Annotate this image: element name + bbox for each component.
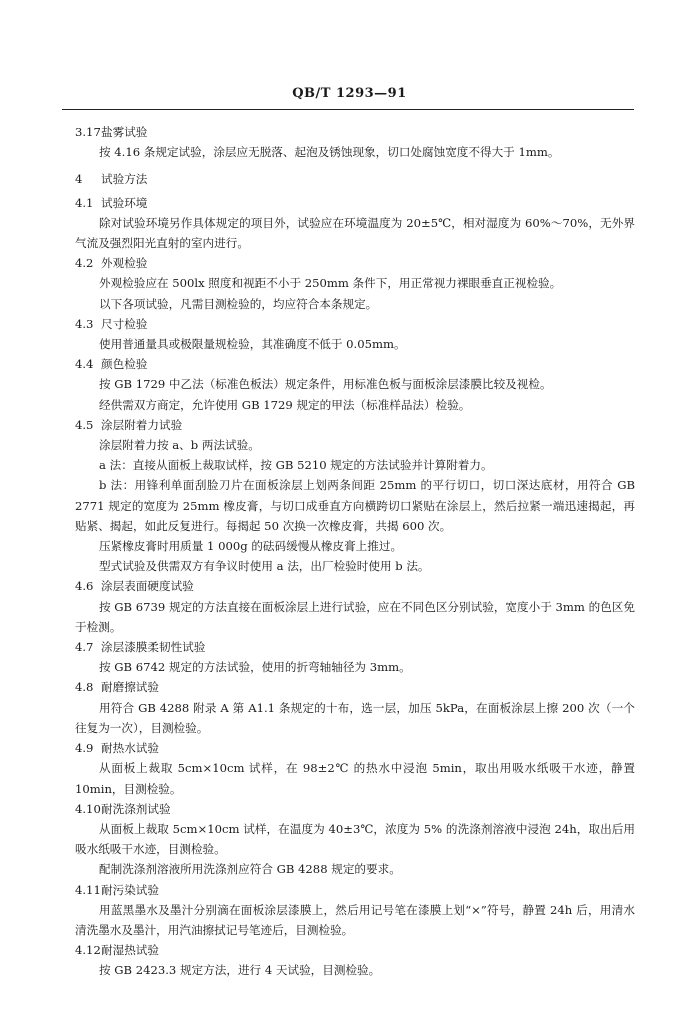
section-4-8 (75, 677, 635, 738)
paragraph: 配制洗涤剂溶液所用洗涤剂应符合 GB 4288 规定的要求。 (99, 862, 401, 877)
section-4-12 (75, 940, 635, 980)
page-header: QB/T 1293—91 (292, 86, 407, 101)
section-number: 4.11 (75, 882, 101, 897)
section-title: 尺寸检验 (101, 316, 148, 331)
paragraph: 按 GB 1729 中乙法（标准色板法）规定条件，用标准色板与面板涂层漆膜比较及视检。 (99, 377, 552, 392)
section-4-3 (75, 314, 635, 354)
paragraph: 用蓝黑墨水及墨汁分别滴在面板涂层漆膜上，然后用记号笔在漆膜上划“×”符号，静置 24h 后，用清水清洗墨水及墨汁，用汽油擦拭记号笔迹后，目测检验。 (75, 902, 635, 937)
paragraph: 按 4.16 条规定试验，涂层应无脱落、起泡及锈蚀现象，切口处腐蚀宽度不得大于 1mm。 (99, 145, 560, 160)
section-title: 涂层漆膜柔韧性试验 (101, 640, 206, 655)
section-number: 4.4 (75, 357, 94, 372)
section-title: 耐污染试验 (101, 882, 159, 897)
section-heading (75, 637, 635, 657)
section-number: 4.8 (75, 680, 94, 695)
section-title: 耐磨擦试验 (101, 680, 159, 695)
section-heading (75, 799, 635, 819)
section-heading (75, 193, 635, 213)
section-4-11 (75, 880, 635, 941)
section-title: 耐热水试验 (101, 741, 159, 756)
section-4-2 (75, 253, 635, 314)
section-number: 4.7 (75, 640, 94, 655)
section-heading (75, 738, 635, 758)
paragraph: 涂层附着力按 a、b 两法试验。 (99, 438, 260, 453)
paragraph: 外观检验应在 500lx 照度和视距不小于 250mm 条件下，用正常视力裸眼垂直正视检验。 (99, 276, 562, 291)
section-4-4 (75, 354, 635, 415)
section-title: 涂层表面硬度试验 (101, 579, 194, 594)
section-title: 盐雾试验 (101, 125, 148, 139)
section-title: 外观检验 (101, 256, 148, 271)
section-heading (75, 940, 635, 960)
paragraph: 经供需双方商定，允许使用 GB 1729 规定的甲法（标准样品法）检验。 (99, 397, 471, 412)
paragraph: 按 GB 2423.3 规定方法，进行 4 天试验，目测检验。 (99, 963, 381, 978)
chapter-title: 试验方法 (101, 172, 148, 187)
section-number: 4.12 (75, 943, 101, 958)
paragraph: 使用普通量具或极限量规检验，其准确度不低于 0.05mm。 (99, 337, 406, 352)
section-title: 耐湿热试验 (101, 943, 159, 958)
section-title: 涂层附着力试验 (101, 417, 183, 432)
section-4-7 (75, 637, 635, 677)
section-heading (75, 576, 635, 596)
section-4-9 (75, 738, 635, 799)
paragraph: 用符合 GB 4288 附录 A 第 A1.1 条规定的十布，选一层，加压 5kPa，在面板涂层上擦 200 次（一个往复为一次），目测检验。 (75, 700, 635, 735)
header-rule (62, 109, 634, 110)
paragraph: 按 GB 6739 规定的方法直接在面板涂层上进行试验，应在不同色区分别试验，宽度小于 3mm 的色区免于检测。 (75, 599, 635, 634)
paragraph: 按 GB 6742 规定的方法试验，使用的折弯轴轴径为 3mm。 (99, 660, 411, 675)
section-heading (75, 415, 635, 435)
chapter-4-heading (75, 169, 635, 189)
paragraph: 从面板上裁取 5cm×10cm 试样，在温度为 40±3℃，浓度为 5% 的洗涤剂溶液中浸泡 24h，取出后用吸水纸吸干水迹，目测检验。 (75, 821, 635, 857)
section-3-17 (75, 122, 635, 162)
paragraph: 从面板上裁取 5cm×10cm 试样，在 98±2℃ 的热水中浸泡 5min，取出用吸水纸吸干水迹，静置 10min，目测检验。 (75, 761, 635, 796)
chapter-number: 4 (75, 172, 83, 187)
section-number: 4.9 (75, 741, 94, 756)
section-number: 4.6 (75, 579, 94, 594)
paragraph: 以下各项试验，凡需目测检验的，均应符合本条规定。 (99, 296, 378, 311)
section-heading (75, 354, 635, 374)
paragraph: 除对试验环境另作具体规定的项目外，试验应在环境温度为 20±5℃，相对湿度为 60%～70%，无外界气流及强烈阳光直射的室内进行。 (75, 215, 635, 251)
section-heading (75, 122, 635, 142)
section-number: 4.2 (75, 256, 94, 271)
paragraph: 压紧橡皮膏时用质量 1 000g 的砝码缓慢从橡皮膏上推过。 (99, 539, 403, 554)
section-number: 4.3 (75, 316, 94, 331)
section-heading (75, 677, 635, 697)
document-body (75, 122, 635, 981)
paragraph: 型式试验及供需双方有争议时使用 a 法，出厂检验时使用 b 法。 (99, 559, 430, 574)
paragraph: a 法：直接从面板上裁取试样，按 GB 5210 规定的方法试验并计算附着力。 (99, 458, 493, 473)
section-title: 颜色检验 (101, 357, 148, 372)
section-number: 4.5 (75, 417, 94, 432)
section-heading (75, 253, 635, 273)
section-title: 试验环境 (101, 195, 148, 210)
section-4-6 (75, 576, 635, 637)
paragraph: b 法：用锋利单面刮脸刀片在面板涂层上划两条间距 25mm 的平行切口，切口深达底材，用符合 GB 2771 规定的宽度为 25mm 橡皮膏，与切口成垂直方向横跨切口紧贴在涂层上，然后拉紧一端迅速揭起，再贴紧、揭起，如此反复进行。每揭起 50 次换一次橡皮膏，共揭 600 次。 (75, 478, 635, 533)
section-heading (75, 880, 635, 900)
section-number: 4.1 (75, 195, 94, 210)
section-heading (75, 314, 635, 334)
section-4-10 (75, 799, 635, 880)
section-4-5 (75, 415, 635, 577)
section-title: 耐洗涤剂试验 (101, 801, 171, 816)
section-number: 4.10 (75, 801, 101, 816)
section-4-1 (75, 193, 635, 254)
section-number: 3.17 (75, 125, 101, 139)
